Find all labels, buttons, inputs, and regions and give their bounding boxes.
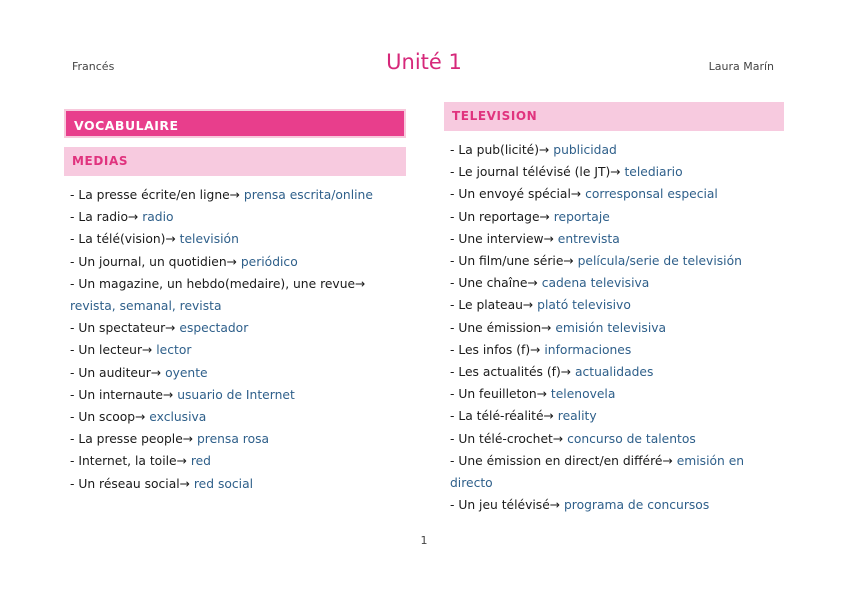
french-term: - Une émission→ [450,320,556,335]
french-term: - Les infos (f)→ [450,342,545,357]
french-term: - Le plateau→ [450,298,538,313]
french-term: - Un jeu télévisé→ [450,498,564,513]
spanish-translation: reality [557,409,597,424]
list-item [450,272,784,294]
left-column [64,109,406,495]
section-title-vocabulaire: VOCABULAIRE [64,109,406,138]
spanish-translation: informaciones [544,342,632,357]
spanish-translation: radio [142,210,174,225]
list-item [70,251,406,273]
spanish-translation: actualidades [574,365,654,380]
television-vocab-list [444,139,784,516]
list-item [70,317,406,339]
spanish-translation: lector [156,343,192,358]
list-item [450,339,784,361]
spanish-translation: corresponsal especial [585,187,718,202]
subsection-title-medias: MEDIAS [64,147,406,176]
spanish-translation: exclusiva [149,410,207,425]
list-item [450,405,784,427]
spanish-translation: periódico [240,254,298,269]
spanish-translation: televisión [179,232,239,247]
list-item [450,317,784,339]
french-term: - La presse écrite/en ligne→ [70,188,244,202]
list-item [450,494,784,516]
list-item [70,362,406,384]
list-item [450,361,784,383]
spanish-translation: red social [193,476,254,491]
spanish-translation: programa de concursos [563,498,710,513]
french-term: - Un envoyé spécial→ [450,187,586,202]
french-term: - La télé(vision)→ [70,232,180,247]
french-term: - La radio→ [70,210,143,225]
french-term: - Un magazine, un hebdo(medaire), une revue→ [70,276,366,291]
list-item [70,384,406,406]
list-item [450,450,784,494]
spanish-translation: cadena televisiva [541,276,650,291]
list-item [450,428,784,450]
list-item [70,339,406,361]
french-term: - Un film/une série→ [450,254,578,269]
french-term: - Un réseau social→ [70,476,194,491]
medias-vocab-list [64,184,406,495]
spanish-translation: prensa escrita/online [243,188,373,202]
french-term: - Internet, la toile→ [70,454,191,469]
list-item [450,383,784,405]
list-item [70,228,406,250]
right-column [444,102,784,516]
french-term: - Un lecteur→ [70,343,157,358]
list-item [70,206,406,228]
spanish-translation: prensa rosa [196,432,270,447]
list-item [450,294,784,316]
french-term: - Un télé-crochet→ [450,431,568,446]
spanish-translation: espectador [179,321,249,336]
french-term: - La pub(licité)→ [450,143,554,157]
spanish-translation: oyente [165,365,208,380]
french-term: - Un feuilleton→ [450,387,551,402]
list-item [450,228,784,250]
spanish-translation: concurso de talentos [567,431,696,446]
list-item [70,450,406,472]
french-term: - La télé-réalité→ [450,409,558,424]
spanish-translation: telediario [624,165,683,180]
spanish-translation: plató televisivo [537,298,631,313]
list-item [450,139,784,161]
french-term: - Un auditeur→ [70,365,166,380]
french-term: - Un scoop→ [70,410,150,425]
list-item [450,206,784,228]
french-term: - Une interview→ [450,231,558,246]
french-term: - Les actualités (f)→ [450,365,575,380]
french-term: - Un spectateur→ [70,321,180,336]
spanish-translation: revista, semanal, revista [70,299,222,314]
list-item [70,428,406,450]
spanish-translation: publicidad [553,143,617,157]
list-item [450,250,784,272]
list-item [450,161,784,183]
list-item [70,473,406,495]
spanish-translation: usuario de Internet [177,387,295,402]
list-item [450,183,784,205]
spanish-translation: emisión en directo [450,453,745,491]
page-number: 1 [420,534,428,547]
french-term: - Un journal, un quotidien→ [70,254,241,269]
spanish-translation: red [190,454,211,469]
spanish-translation: reportaje [553,209,610,224]
french-term: - Un reportage→ [450,209,554,224]
spanish-translation: emisión televisiva [555,320,667,335]
french-term: - La presse people→ [70,432,197,447]
page-title: Unité 1 [386,50,462,74]
section-title-television: TELEVISION [444,102,784,131]
list-item [70,406,406,428]
header-author: Laura Marín [708,60,774,73]
spanish-translation: telenovela [550,387,616,402]
french-term: - Une chaîne→ [450,276,542,291]
list-item [70,273,406,317]
spanish-translation: entrevista [557,231,620,246]
french-term: - Une émission en direct/en différé→ [450,453,677,468]
french-term: - Un internaute→ [70,387,178,402]
spanish-translation: película/serie de televisión [577,254,742,269]
french-term: - Le journal télévisé (le JT)→ [450,165,625,180]
list-item [70,184,406,206]
header-subject: Francés [72,60,115,73]
